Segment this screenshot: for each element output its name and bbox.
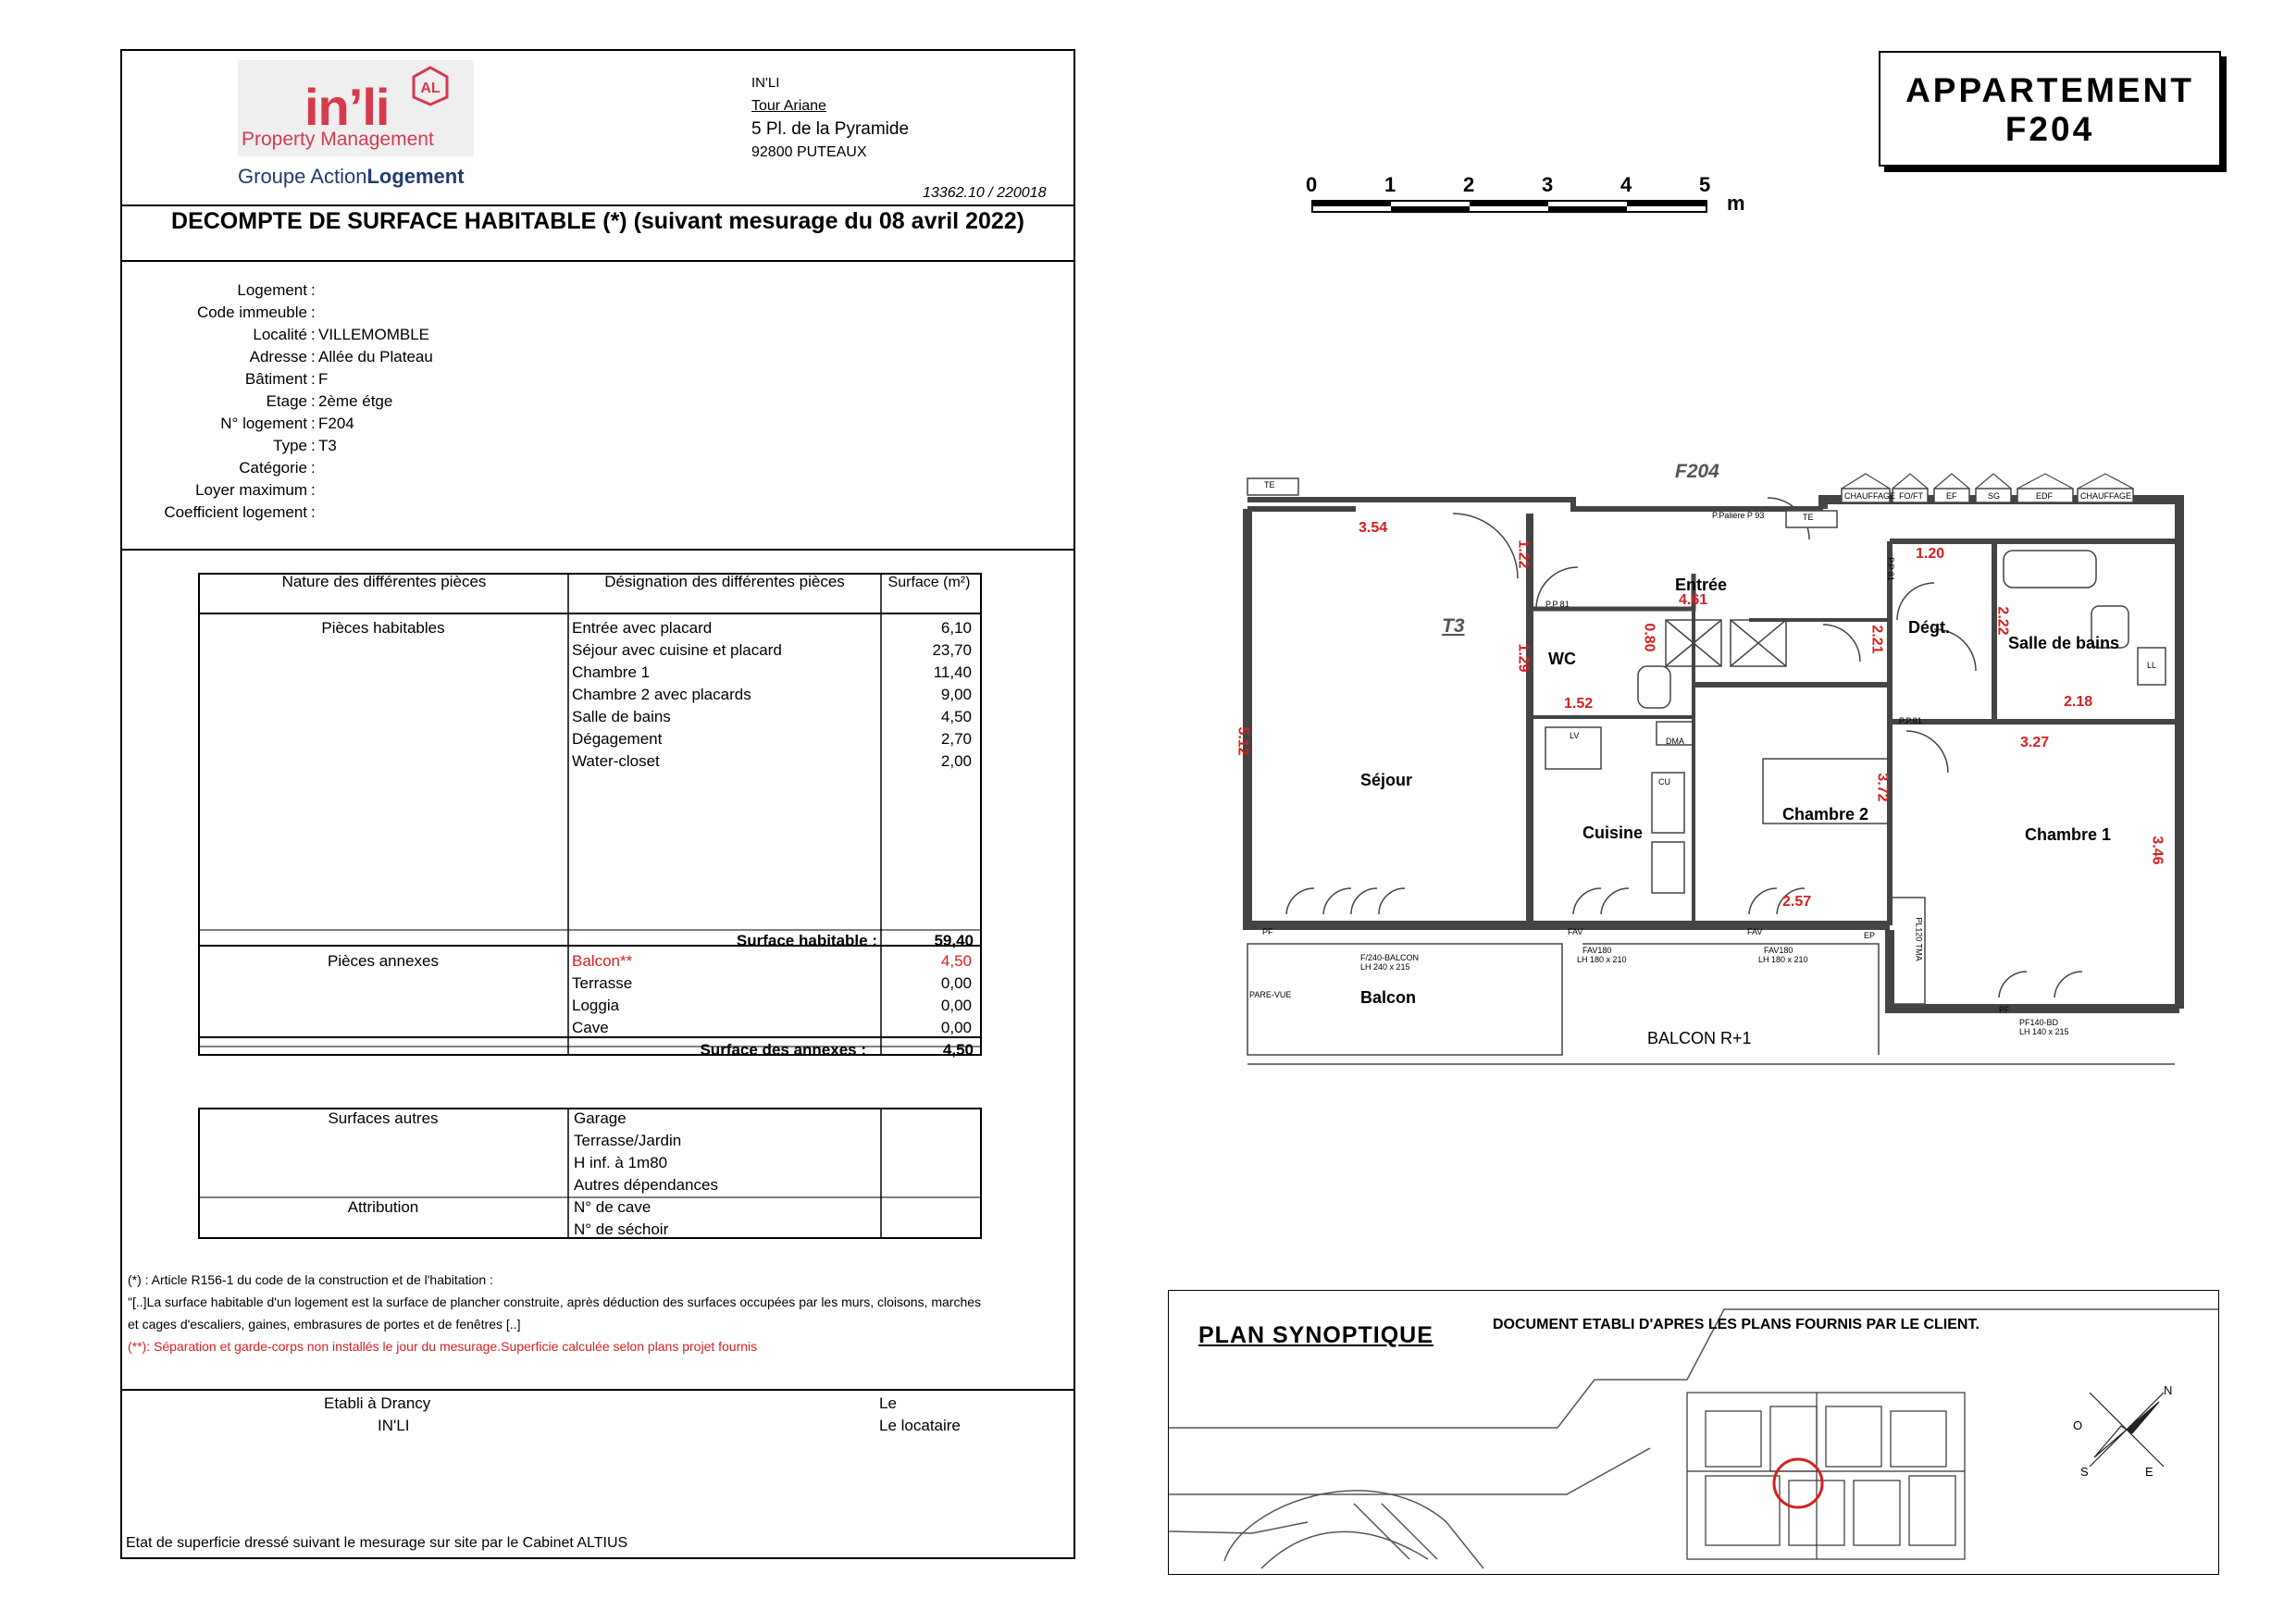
dimension-4-61: 4.61 (1679, 592, 1708, 608)
dimension-0-80: 0.80 (1641, 623, 1657, 652)
plan-tag-chauffage-1: CHAUFFAGE (1844, 491, 1896, 501)
table-header-nature: Nature des différentes pièces (281, 573, 487, 590)
dimension-2-57: 2.57 (1782, 894, 1812, 910)
plan-tag-fav180-2: FAV180 (1764, 946, 1793, 955)
plan-tag-pf140-size: LH 140 x 215 (2019, 1027, 2069, 1036)
footnote-article: (*) : Article R156-1 du code de la construction et de l'habitation : (128, 1272, 493, 1287)
info-colon: : (311, 370, 316, 388)
plan-tag-pl120: PL120 TMA (1914, 917, 1924, 961)
synoptic-plan (1168, 1290, 2219, 1575)
divider (122, 260, 1074, 262)
surface-row-value: 11,40 (933, 663, 972, 681)
info-label: Catégorie (239, 459, 307, 477)
document-title: DECOMPTE DE SURFACE HABITABLE (*) (suivant mesurage du 08 avril 2022) (171, 208, 1024, 234)
scale-tick-4: 4 (1620, 173, 1632, 196)
info-label: Bâtiment (244, 370, 307, 388)
info-colon: : (311, 326, 316, 343)
plan-type-label: T3 (1442, 615, 1465, 637)
room-balcon: Balcon (1360, 988, 1417, 1007)
compass-south: S (2080, 1465, 2089, 1479)
info-label: Type (273, 437, 307, 454)
plan-tag-te-1: TE (1264, 480, 1275, 489)
plan-tag-dma: DMA (1666, 737, 1684, 746)
signature-place: Etabli à Drancy (324, 1394, 431, 1412)
plan-tag-pp81-1: P.P 81 (1545, 600, 1570, 609)
company-street: 5 Pl. de la Pyramide (751, 119, 910, 139)
inli-logo (238, 60, 474, 199)
info-value: F204 (318, 415, 354, 432)
info-label: Code immeuble (196, 304, 307, 321)
dimension-3-46: 3.46 (2149, 836, 2166, 865)
info-colon: : (311, 459, 316, 477)
surface-row (572, 730, 979, 749)
table-header-surface: Surface (m²) (887, 575, 971, 590)
surface-row-value: 4,50 (940, 952, 972, 970)
info-colon: : (311, 503, 316, 521)
logo-group (238, 165, 465, 189)
plan-tag-fav-1: FAV (1568, 927, 1583, 936)
info-colon: : (311, 348, 316, 365)
room-cuisine: Cuisine (1582, 824, 1644, 842)
footnote-balcony: (**): Séparation et garde-corps non installés le jour du mesurage.Superficie calculée selon plans projet fournis (128, 1339, 758, 1354)
other-row: N° de séchoir (574, 1220, 669, 1238)
signature-tenant: Le locataire (879, 1417, 961, 1434)
surface-row-name: Terrasse (572, 974, 633, 992)
divider (122, 204, 1074, 206)
surface-row-value: 9,00 (940, 686, 972, 703)
info-value: Allée du Plateau (318, 348, 433, 365)
habitable-total-value: 59,40 (934, 932, 974, 949)
compass-east: E (2145, 1465, 2153, 1479)
dimension-2-18: 2.18 (2064, 694, 2093, 710)
scale-tick-1: 1 (1384, 173, 1396, 196)
surface-row-value: 2,70 (940, 730, 972, 748)
plan-tag-te-2: TE (1803, 513, 1814, 522)
surface-row-value: 23,70 (932, 641, 972, 659)
plan-tag-pp81-3: P.P 81 (1885, 557, 1895, 581)
surface-row-value: 0,00 (940, 997, 972, 1014)
surfaces-autres-label: Surfaces autres (328, 1109, 439, 1127)
plan-tag-fav180-size-2: LH 180 x 210 (1758, 955, 1808, 964)
company-address (751, 71, 909, 164)
synoptic-title: PLAN SYNOPTIQUE (1198, 1322, 1433, 1348)
surface-row-value: 0,00 (940, 1019, 972, 1036)
dimension-1-22: 1.22 (1515, 539, 1532, 569)
plan-tag-porte-paliere: P.Palière P 93 (1712, 511, 1765, 520)
habitable-total-label: Surface habitable : (736, 932, 877, 949)
plan-tag-lv: LV (1570, 731, 1580, 740)
surface-row-name: Entrée avec placard (572, 619, 713, 637)
info-label: Localité (253, 326, 307, 343)
property-info (122, 281, 677, 522)
surface-row-name: Loggia (572, 997, 620, 1014)
divider (122, 1389, 1074, 1391)
attribution-label: Attribution (347, 1198, 419, 1216)
logo-group-suffix: Logement (366, 165, 465, 188)
info-colon: : (311, 437, 316, 454)
scale-tick-2: 2 (1463, 173, 1475, 196)
plan-unit-label: F204 (1675, 461, 1719, 482)
other-row: Autres dépendances (574, 1176, 718, 1194)
other-row: Terrasse/Jardin (574, 1132, 682, 1149)
other-row: Garage (574, 1109, 627, 1127)
apartment-title: APPARTEMENT (1905, 71, 2194, 109)
measurement-note: Etat de superficie dressé suivant le mesurage sur site par le Cabinet ALTIUS (126, 1535, 628, 1551)
surface-row-value: 6,10 (940, 619, 972, 637)
dimension-1-52: 1.52 (1564, 696, 1594, 712)
scale-tick-3: 3 (1542, 173, 1554, 196)
surface-row-name: Dégagement (572, 730, 663, 748)
surface-row (572, 663, 979, 682)
annexes-label: Pièces annexes (327, 952, 440, 970)
synoptic-note: DOCUMENT ETABLI D'APRES LES PLANS FOURNIS PAR LE CLIENT. (1493, 1317, 1980, 1332)
surface-row-value: 0,00 (940, 974, 972, 992)
surface-row-value: 2,00 (940, 752, 972, 770)
scale-bar-graphic (1296, 199, 1721, 217)
scale-bar (1296, 171, 1745, 227)
annexes-total-label: Surface des annexes : (700, 1041, 866, 1059)
logo-badge-text: AL (420, 81, 441, 96)
other-row: H inf. à 1m80 (574, 1154, 668, 1171)
surface-row (572, 686, 979, 704)
dimension-2-21: 2.21 (1868, 625, 1885, 654)
footnote-definition: "[..]La surface habitable d'un logement est la surface de plancher construite, après déduction des surfaces occupées par les murs, cloisons, marches (128, 1295, 982, 1309)
room-wc: WC (1548, 650, 1576, 668)
surface-row-name: Balcon** (572, 952, 633, 970)
compass-icon (2071, 1374, 2182, 1485)
info-value: T3 (318, 437, 337, 454)
plan-tag-pf140: PF140-BD (2019, 1018, 2059, 1027)
surface-row-name: Séjour avec cuisine et placard (572, 641, 782, 659)
room-sejour: Séjour (1360, 771, 1413, 789)
room-salle-de-bains: Salle de bains (2008, 634, 2120, 652)
plan-tag-fav180-1: FAV180 (1582, 946, 1612, 955)
reference-number: 13362.10 / 220018 (923, 185, 1047, 201)
other-row: N° de cave (574, 1198, 652, 1216)
surface-row (572, 619, 979, 638)
plan-tag-pf: PF (1999, 1005, 2010, 1014)
scale-tick-5: 5 (1699, 173, 1711, 196)
info-colon: : (311, 281, 316, 299)
plan-tag-cu: CU (1658, 777, 1670, 787)
dimension-2-22: 2.22 (1994, 606, 2011, 636)
dimension-1-29: 1.29 (1515, 643, 1532, 673)
scale-tick-0: 0 (1306, 173, 1318, 196)
apartment-number: F204 (2004, 110, 2095, 148)
plan-tag-fo-ft: FO/FT (1899, 491, 1923, 501)
surface-row-name: Chambre 2 avec placards (572, 686, 751, 703)
surface-sheet (120, 49, 1075, 1559)
surface-row (572, 641, 979, 660)
room-chambre-2: Chambre 2 (1782, 805, 1869, 824)
room-balcon-r1: BALCON R+1 (1647, 1029, 1752, 1047)
info-label: Logement (237, 281, 307, 299)
dimension-1-20: 1.20 (1916, 546, 1945, 562)
info-value: 2ème étge (318, 392, 393, 410)
scale-unit: m (1727, 192, 1745, 215)
info-colon: : (311, 304, 316, 321)
plan-tag-fav180-size-1: LH 180 x 210 (1577, 955, 1627, 964)
surface-row (572, 708, 979, 726)
surface-row (572, 974, 979, 993)
info-value: VILLEMOMBLE (318, 326, 429, 343)
plan-tag-sg: SG (1988, 491, 2001, 501)
apartment-badge (1879, 51, 2221, 167)
signature-date-label: Le (879, 1394, 897, 1412)
surface-row-name: Water-closet (572, 752, 660, 770)
surface-row (572, 997, 979, 1015)
info-colon: : (311, 415, 316, 432)
company-city: 92800 PUTEAUX (751, 144, 867, 160)
info-value: F (318, 370, 329, 388)
dimension-5-12: 5.12 (1235, 726, 1251, 756)
footnote-definition-cont: et cages d'escaliers, gaines, embrasures de portes et de fenêtres [..] (128, 1317, 521, 1332)
dimension-3-27: 3.27 (2020, 735, 2050, 750)
logo-plate (238, 60, 474, 156)
surface-row-name: Chambre 1 (572, 663, 651, 681)
info-label: Etage (266, 392, 307, 410)
surface-row-name: Cave (572, 1019, 609, 1036)
info-label: N° logement (220, 415, 307, 432)
room-chambre-1: Chambre 1 (2025, 825, 2112, 844)
surface-row (572, 952, 979, 971)
room-degagement: Dégt. (1908, 618, 1950, 637)
table-header-designation: Désignation des différentes pièces (604, 573, 845, 590)
logo-brand: in’li (304, 78, 390, 136)
dimension-3-72: 3.72 (1874, 773, 1891, 802)
plan-tag-edf: EDF (2036, 491, 2053, 501)
surface-row-value: 4,50 (940, 708, 972, 725)
surface-row-name: Salle de bains (572, 708, 671, 725)
plan-tag-pp81-2: P.P.81 (1899, 716, 1922, 725)
plan-tag-window-balcon-size: LH 240 x 215 (1360, 962, 1410, 972)
plan-tag-chauffage-2: CHAUFFAGE (2080, 491, 2132, 501)
info-colon: : (311, 481, 316, 499)
info-label: Coefficient logement (164, 503, 307, 521)
plan-tag-ef: EF (1946, 491, 1957, 501)
logo-group-prefix: Groupe Action (238, 165, 367, 188)
plan-tag-window-balcon: F/240-BALCON (1360, 953, 1420, 962)
room-entree: Entrée (1675, 576, 1728, 594)
annexes-total-value: 4,50 (942, 1041, 974, 1059)
dimension-3-54: 3.54 (1359, 520, 1388, 536)
company-name: IN'LI (751, 75, 780, 91)
compass-north: N (2164, 1383, 2173, 1397)
company-tower: Tour Ariane (751, 98, 826, 114)
plan-tag-fav-2: FAV (1747, 927, 1763, 936)
surface-row (572, 1019, 979, 1037)
plan-tag-pf-2: PF (1262, 927, 1273, 936)
signature-company: IN'LI (378, 1417, 410, 1434)
actionlogement-badge-icon (410, 66, 451, 106)
habitable-label: Pièces habitables (321, 619, 445, 637)
logo-subtitle: Property Management (242, 129, 434, 150)
surface-row (572, 752, 979, 771)
plan-tag-ll: LL (2147, 661, 2157, 670)
plan-tag-ep: EP (1864, 931, 1876, 940)
plan-tag-pare-vue: PARE-VUE (1249, 990, 1292, 999)
info-label: Adresse (249, 348, 307, 365)
divider (122, 549, 1074, 551)
floor-plan (1231, 453, 2203, 1083)
info-label: Loyer maximum (195, 481, 307, 499)
info-colon: : (311, 392, 316, 410)
compass-west: O (2073, 1419, 2083, 1432)
